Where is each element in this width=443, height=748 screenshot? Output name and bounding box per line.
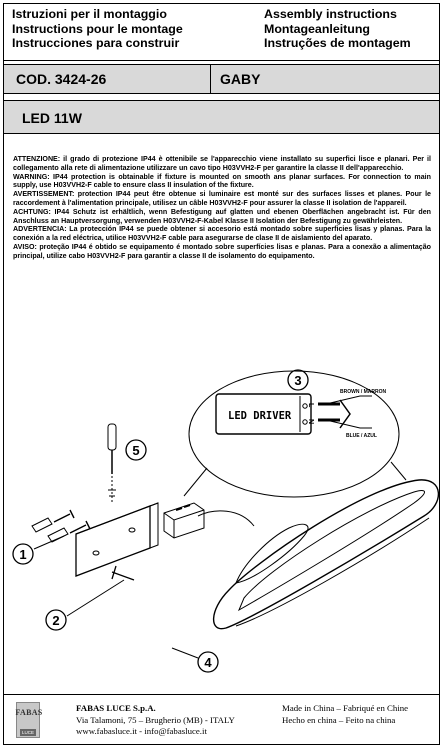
screw-lower [70, 521, 90, 533]
fixture-housing [214, 480, 439, 629]
title-column-right [264, 7, 411, 51]
mounting-plate-top [76, 503, 158, 534]
step-1-number: 1 [19, 547, 27, 562]
title-en: Assembly instructions [264, 7, 397, 21]
product-code: COD. 3424-26 [16, 71, 107, 87]
instruction-sheet [3, 3, 440, 745]
wire-brown-label: BROWN / MARRON [340, 389, 387, 395]
plate-hole-right [129, 528, 135, 532]
terminal-screw-n [303, 420, 307, 424]
driver-unit [164, 503, 204, 538]
step-3-number: 3 [294, 373, 302, 388]
warning-de: ACHTUNG: IP44 Schutz ist erhältlich, wenn Befestigung auf glatten und ebenen Oberflächen angebracht ist. Für den Anschluss an Hauptversorgung, verwenden H03VVH2-F-Kabel Klasse II Isolation der Befestigung zu gewährleisten. [13, 207, 431, 225]
product-code-bar [4, 64, 439, 94]
step-4-number: 4 [204, 655, 212, 670]
terminal-n-label: N [307, 419, 314, 425]
terminal-screw-l [303, 404, 307, 408]
terminal-l-label: L [307, 403, 314, 408]
assembly-diagram [4, 358, 441, 688]
title-it: Istruzioni per il montaggio [12, 7, 167, 21]
company-web: www.fabasluce.it - info@fabasluce.it [76, 726, 207, 736]
callout-line-left [184, 468, 207, 496]
title-fr: Instructions pour le montage [12, 21, 183, 36]
step-2-leader [67, 580, 124, 616]
warning-es: ADVERTENCIA: La protección IP44 se puede obtener si accesorio está montado sobre superficies lisas y planas. Para la conexión a la red eléctrica, utilice H03VVH2-F cable para asegurarse de clase II de aislamiento del aparato. [13, 225, 431, 243]
mounting-plate [76, 506, 150, 576]
driver-cable [198, 511, 254, 526]
company-address: Via Talamoni, 75 – Brugherio (MB) - ITALY [76, 714, 235, 725]
leader-brown [326, 396, 372, 404]
warning-en: WARNING: IP44 protection is obtainable if fixture is mounted on smooth ans planar surfaces. For connection to main supply, use H03VVH2-F cable to ensure class II insulation of the fixture. [13, 172, 431, 190]
driver-label: LED DRIVER [228, 410, 292, 422]
step-5-number: 5 [132, 443, 140, 458]
made-in-1: Made in China – Fabriqué en Chine [282, 703, 409, 713]
fixture-inner-rim [239, 490, 425, 610]
safety-warnings [13, 155, 431, 261]
title-de: Montageanleitung [264, 21, 371, 36]
wall-plug-upper [32, 518, 52, 532]
logo-subtext: LUCE [21, 730, 34, 735]
warning-it: ATTENZIONE: il grado di protezione IP44 è ottenibile se l'apparecchio viene installato su superfici lisce e planari. Per il collegamento alla rete di alimentazione utilizzare un cavo tipo H03VVH2-F per garantire la classe II dell'apparecchio. [13, 155, 431, 172]
made-in-2: Hecho en china – Feito na china [282, 714, 396, 725]
fabas-logo [15, 702, 43, 738]
company-info [76, 703, 235, 738]
screw-bottom [112, 566, 134, 580]
step-2-number: 2 [52, 613, 60, 628]
title-header [4, 4, 439, 61]
plate-hole-left [93, 551, 99, 555]
warning-pt: AVISO: proteção IP44 é obtido se equipamento é montado sobre superfícies lisas e planas. Para a conexão a alimentação principal, utilize cabo H03VVH2-F para garantir a classe II de isolamento do equipamento. [13, 242, 431, 260]
code-divider [210, 65, 211, 93]
screw-upper [54, 510, 74, 522]
callout-line-right [391, 462, 406, 480]
title-es: Instrucciones para construir [12, 36, 180, 50]
driver-unit-edges [164, 510, 204, 538]
origin-info [282, 703, 408, 726]
power-bar [4, 100, 439, 134]
screwdriver-handle [108, 424, 116, 450]
mounting-plate-side [150, 503, 158, 548]
company-name: FABAS LUCE S.p.A. [76, 703, 156, 713]
driver-unit-terminals [176, 505, 190, 510]
product-model: GABY [220, 71, 261, 87]
title-column-left [12, 7, 183, 51]
step-4-leader [172, 648, 198, 658]
warning-fr: AVERTISSEMENT: protection IP44 peut être obtenue si luminaire est monté sur des surfaces lisses et planes. Pour le raccordement à l'alimentation principale, utilisez un câble H03VVH2-F pour assurer la classe II isolation de l'appareil. [13, 190, 431, 207]
wall-plug-lower [48, 528, 68, 542]
wire-blue-label: BLUE / AZUL [346, 433, 377, 439]
logo-text: FABAS [15, 708, 43, 717]
leader-blue [326, 420, 372, 428]
footer [4, 694, 439, 745]
title-pt: Instruções de montagem [264, 36, 411, 50]
product-power: LED 11W [22, 110, 82, 126]
